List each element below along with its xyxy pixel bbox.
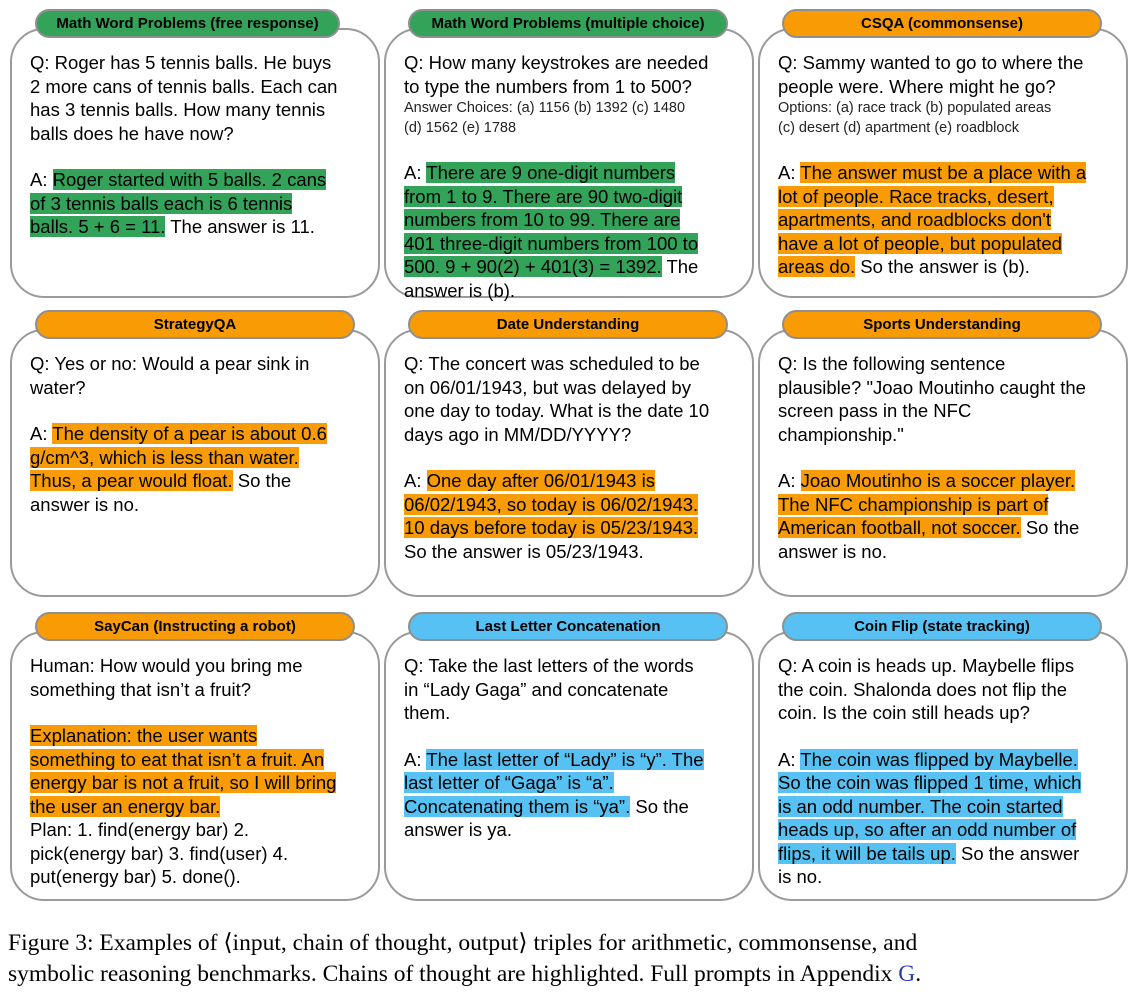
panel-title: Coin Flip (state tracking) xyxy=(782,612,1102,641)
chain-of-thought: 500. 9 + 90(2) + 401(3) = 1392. xyxy=(404,256,662,277)
panel-title: StrategyQA xyxy=(35,310,355,339)
answer-extra-line: answer is (b). xyxy=(404,279,516,301)
panel-content xyxy=(404,352,749,563)
answer-prefix: A: xyxy=(404,162,427,183)
answer-extra-line: answer is no. xyxy=(30,493,139,515)
chain-of-thought: of 3 tennis balls each is 6 tennis xyxy=(30,192,293,214)
panel-title: Last Letter Concatenation xyxy=(408,612,728,641)
panel-content xyxy=(404,51,749,302)
chain-of-thought: Concatenating them is “ya”. xyxy=(404,795,631,817)
panel-content xyxy=(778,654,1123,889)
spacer xyxy=(778,725,1123,748)
answer-prefix: A: xyxy=(30,423,53,444)
question-line: one day to today. What is the date 10 xyxy=(404,400,710,421)
chain-of-thought: energy bar is not a fruit, so I will bring xyxy=(30,772,337,793)
caption-line-1: Figure 3: Examples of ⟨input, chain of thought, output⟩ triples for arithmetic, commonsense, and xyxy=(8,930,918,956)
question-line: has 3 tennis balls. How many tennis xyxy=(30,99,326,120)
answer-extra-line: put(energy bar) 5. done(). xyxy=(30,866,241,887)
chain-of-thought: Explanation: the user wants xyxy=(30,725,258,746)
answer-line xyxy=(30,771,375,795)
answer-line xyxy=(30,422,375,446)
panel-title: Math Word Problems (free response) xyxy=(35,9,340,38)
panel-title: Date Understanding xyxy=(408,310,728,339)
answer-line xyxy=(30,192,375,216)
answer-tail: So the xyxy=(630,795,689,817)
spacer xyxy=(778,138,1123,161)
chain-of-thought: something to eat that isn’t a fruit. An xyxy=(30,748,325,770)
panel-title: CSQA (commonsense) xyxy=(782,9,1102,38)
answer-line xyxy=(778,208,1123,232)
caption-line-2 xyxy=(8,959,1138,990)
question-line: screen pass in the NFC xyxy=(778,400,972,421)
question-line: balls does he have now? xyxy=(30,122,234,144)
choices-line: Options: (a) race track (b) populated areas xyxy=(778,100,1052,116)
spacer xyxy=(778,446,1123,469)
panel-title: SayCan (Instructing a robot) xyxy=(35,612,355,641)
panel-content xyxy=(30,352,375,516)
answer-extra-line: is no. xyxy=(778,866,823,887)
answer-line xyxy=(778,748,1123,772)
panel-title: Sports Understanding xyxy=(782,310,1102,339)
chain-of-thought: There are 9 one-digit numbers xyxy=(426,162,676,183)
answer-line xyxy=(778,771,1123,795)
chain-of-thought: g/cm^3, which is less than water. xyxy=(30,446,299,468)
answer-prefix: A: xyxy=(778,162,801,183)
chain-of-thought: the user an energy bar. xyxy=(30,795,221,817)
chain-of-thought: 06/02/1943, so today is 06/02/1943. xyxy=(404,493,699,515)
answer-line xyxy=(404,255,749,279)
panel-content xyxy=(30,654,375,889)
answer-line xyxy=(778,161,1123,185)
chain-of-thought: areas do. xyxy=(778,256,856,277)
answer-tail: So the answer is (b). xyxy=(855,256,1030,277)
question-line: Q: Yes or no: Would a pear sink in xyxy=(30,353,310,374)
chain-of-thought: So the coin was flipped 1 time, which xyxy=(778,772,1082,793)
chain-of-thought: The NFC championship is part of xyxy=(778,493,1049,515)
answer-tail: So the answer xyxy=(955,842,1080,864)
question-line: days ago in MM/DD/YYYY? xyxy=(404,423,632,445)
panel-title: Math Word Problems (multiple choice) xyxy=(408,9,728,38)
answer-line xyxy=(30,748,375,772)
choices-line: (c) desert (d) apartment (e) roadblock xyxy=(778,120,1019,136)
answer-line xyxy=(30,469,375,493)
question-line: championship." xyxy=(778,423,904,445)
answer-line xyxy=(778,818,1123,842)
answer-line xyxy=(778,795,1123,819)
panel-content xyxy=(30,51,375,239)
answer-line xyxy=(404,748,749,772)
answer-line xyxy=(404,771,749,795)
chain-of-thought: The coin was flipped by Maybelle. xyxy=(800,748,1078,770)
chain-of-thought: heads up, so after an odd number of xyxy=(778,819,1077,840)
answer-prefix: A: xyxy=(778,470,801,491)
caption-line-2-end: . xyxy=(915,961,922,987)
panel-content xyxy=(778,51,1123,279)
question-line: coin. Is the coin still heads up? xyxy=(778,702,1030,723)
chain-of-thought: from 1 to 9. There are 90 two-digit xyxy=(404,185,683,207)
answer-prefix: A: xyxy=(778,748,801,770)
question-line: them. xyxy=(404,702,451,723)
answer-tail: The xyxy=(661,256,699,277)
answer-extra-line: pick(energy bar) 3. find(user) 4. xyxy=(30,842,289,864)
answer-line xyxy=(404,232,749,256)
question-line: plausible? "Joao Moutinho caught the xyxy=(778,376,1086,398)
spacer xyxy=(404,725,749,748)
chain-of-thought: 10 days before today is 05/23/1943. xyxy=(404,517,699,538)
answer-line xyxy=(30,446,375,470)
question-line: 2 more cans of tennis balls. Each can xyxy=(30,75,338,97)
caption-line-2-text: symbolic reasoning benchmarks. Chains of thought are highlighted. Full prompts in Appendix xyxy=(8,961,899,987)
question-line: people were. Where might he go? xyxy=(778,75,1056,97)
answer-line xyxy=(30,724,375,748)
chain-of-thought: balls. 5 + 6 = 11. xyxy=(30,216,166,237)
answer-line xyxy=(404,161,749,185)
question-line: to type the numbers from 1 to 500? xyxy=(404,75,692,97)
chain-of-thought: flips, it will be tails up. xyxy=(778,842,956,864)
chain-of-thought: Roger started with 5 balls. 2 cans xyxy=(52,169,327,190)
answer-line xyxy=(404,469,749,493)
spacer xyxy=(30,145,375,168)
question-line: Q: Take the last letters of the words xyxy=(404,655,694,676)
question-line: water? xyxy=(30,376,86,398)
chain-of-thought: The density of a pear is about 0.6 xyxy=(52,423,327,444)
answer-line xyxy=(30,215,375,239)
panel-content xyxy=(404,654,749,842)
answer-extra-line: answer is ya. xyxy=(404,819,512,840)
question-line: Q: A coin is heads up. Maybelle flips xyxy=(778,655,1075,676)
question-line: Q: The concert was scheduled to be xyxy=(404,353,700,374)
chain-of-thought: One day after 06/01/1943 is xyxy=(426,470,655,491)
chain-of-thought: American football, not soccer. xyxy=(778,517,1021,538)
spacer xyxy=(404,138,749,161)
panel-content xyxy=(778,352,1123,563)
answer-extra-line: Plan: 1. find(energy bar) 2. xyxy=(30,819,250,840)
choices-line: (d) 1562 (e) 1788 xyxy=(404,120,517,136)
chain-of-thought: Thus, a pear would float. xyxy=(30,470,233,491)
answer-line xyxy=(404,795,749,819)
question-line: on 06/01/1943, but was delayed by xyxy=(404,376,691,398)
chain-of-thought: is an odd number. The coin started xyxy=(778,795,1063,817)
chain-of-thought: The answer must be a place with a xyxy=(800,162,1087,183)
chain-of-thought: The last letter of “Lady” is “y”. The xyxy=(426,748,704,770)
answer-line xyxy=(778,469,1123,493)
spacer xyxy=(30,399,375,422)
chain-of-thought: 401 three-digit numbers from 100 to xyxy=(404,232,699,254)
answer-line xyxy=(778,232,1123,256)
chain-of-thought: have a lot of people, but populated xyxy=(778,232,1062,254)
question-line: Q: Is the following sentence xyxy=(778,353,1006,374)
question-line: Q: Sammy wanted to go to where the xyxy=(778,52,1084,73)
answer-tail: So the xyxy=(232,470,292,491)
answer-line xyxy=(778,185,1123,209)
answer-extra-line: So the answer is 05/23/1943. xyxy=(404,540,644,562)
answer-line xyxy=(30,795,375,819)
question-line: in “Lady Gaga” and concatenate xyxy=(404,678,669,700)
answer-extra-line: answer is no. xyxy=(778,540,887,562)
chain-of-thought: apartments, and roadblocks don't xyxy=(778,209,1051,230)
question-line: the coin. Shalonda does not flip the xyxy=(778,678,1068,700)
question-line: Q: How many keystrokes are needed xyxy=(404,52,709,73)
question-line: something that isn’t a fruit? xyxy=(30,678,252,700)
answer-line xyxy=(30,168,375,192)
answer-line xyxy=(778,516,1123,540)
answer-prefix: A: xyxy=(30,169,53,190)
choices-line: Answer Choices: (a) 1156 (b) 1392 (c) 1480 xyxy=(404,100,686,116)
answer-line xyxy=(778,255,1123,279)
answer-prefix: A: xyxy=(404,470,427,491)
chain-of-thought: lot of people. Race tracks, desert, xyxy=(778,185,1054,207)
spacer xyxy=(30,701,375,724)
answer-tail: The answer is 11. xyxy=(165,216,315,237)
answer-line xyxy=(778,493,1123,517)
chain-of-thought: Joao Moutinho is a soccer player. xyxy=(800,470,1076,491)
question-line: Human: How would you bring me xyxy=(30,655,303,676)
answer-tail: So the xyxy=(1020,517,1080,538)
answer-line xyxy=(778,842,1123,866)
spacer xyxy=(404,446,749,469)
answer-line xyxy=(404,516,749,540)
chain-of-thought: numbers from 10 to 99. There are xyxy=(404,209,681,230)
appendix-link[interactable]: G xyxy=(898,961,916,987)
answer-line xyxy=(404,185,749,209)
figure-caption xyxy=(8,928,1138,990)
answer-line xyxy=(404,493,749,517)
answer-line xyxy=(404,208,749,232)
answer-prefix: A: xyxy=(404,748,427,770)
question-line: Q: Roger has 5 tennis balls. He buys xyxy=(30,52,332,73)
chain-of-thought: last letter of “Gaga” is “a”. xyxy=(404,772,614,793)
